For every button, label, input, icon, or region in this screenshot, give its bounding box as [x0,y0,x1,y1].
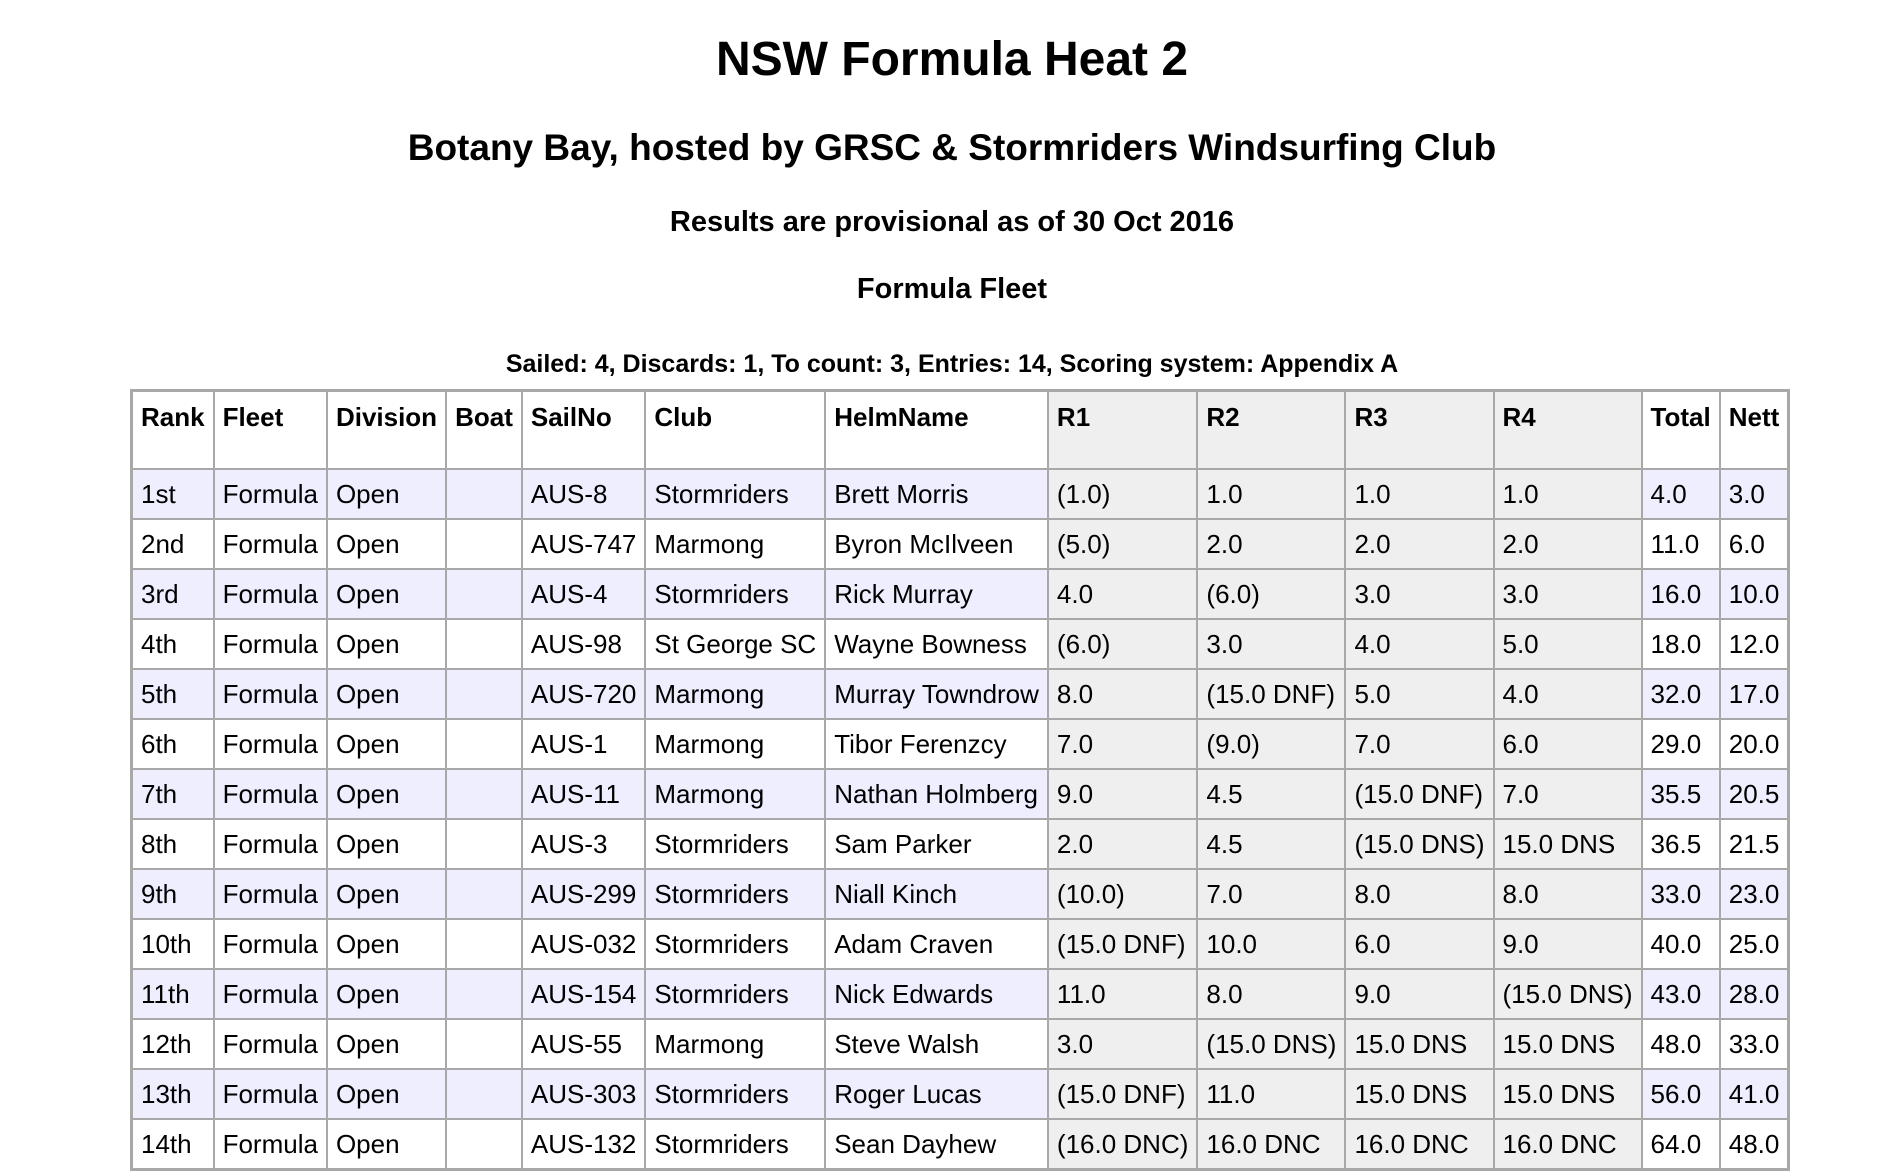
cell-fleet: Formula [214,569,327,619]
cell-r4: 15.0 DNS [1494,1069,1642,1119]
cell-helmname: Niall Kinch [825,869,1048,919]
cell-total: 35.5 [1642,769,1720,819]
cell-total: 56.0 [1642,1069,1720,1119]
cell-r1: (6.0) [1048,619,1197,669]
cell-r1: (15.0 DNF) [1048,1069,1197,1119]
provisional-notice: Results are provisional as of 30 Oct 2016 [669,206,1235,238]
event-subtitle: Botany Bay, hosted by GRSC & Stormriders Windsurfing Club [407,127,1497,168]
cell-helmname: Byron McIlveen [825,519,1048,569]
cell-sailno: AUS-55 [522,1019,646,1069]
cell-total: 29.0 [1642,719,1720,769]
cell-fleet: Formula [214,769,327,819]
cell-rank: 4th [132,619,214,669]
cell-helmname: Wayne Bowness [825,619,1048,669]
cell-helmname: Nick Edwards [825,969,1048,1019]
cell-division: Open [327,819,446,869]
cell-club: Marmong [645,1019,825,1069]
cell-rank: 1st [132,469,214,519]
cell-nett: 33.0 [1720,1019,1789,1069]
cell-r3: 3.0 [1345,569,1493,619]
cell-total: 33.0 [1642,869,1720,919]
cell-boat [446,1019,522,1069]
cell-total: 32.0 [1642,669,1720,719]
cell-club: Stormriders [645,469,825,519]
cell-sailno: AUS-032 [522,919,646,969]
cell-r1: 2.0 [1048,819,1197,869]
cell-fleet: Formula [214,869,327,919]
cell-nett: 48.0 [1720,1119,1789,1169]
cell-sailno: AUS-1 [522,719,646,769]
cell-division: Open [327,769,446,819]
cell-r1: (16.0 DNC) [1048,1119,1197,1169]
cell-sailno: AUS-3 [522,819,646,869]
cell-total: 43.0 [1642,969,1720,1019]
cell-r4: (15.0 DNS) [1494,969,1642,1019]
cell-boat [446,519,522,569]
cell-nett: 20.0 [1720,719,1789,769]
cell-r4: 15.0 DNS [1494,1019,1642,1069]
cell-rank: 6th [132,719,214,769]
cell-helmname: Steve Walsh [825,1019,1048,1069]
cell-fleet: Formula [214,969,327,1019]
cell-helmname: Roger Lucas [825,1069,1048,1119]
header-nett: Nett [1720,391,1789,469]
cell-sailno: AUS-299 [522,869,646,919]
cell-sailno: AUS-303 [522,1069,646,1119]
cell-sailno: AUS-98 [522,619,646,669]
cell-r2: (15.0 DNS) [1197,1019,1345,1069]
cell-boat [446,619,522,669]
cell-sailno: AUS-747 [522,519,646,569]
cell-club: St George SC [645,619,825,669]
table-row [132,969,1788,1019]
cell-fleet: Formula [214,919,327,969]
cell-rank: 10th [132,919,214,969]
cell-helmname: Brett Morris [825,469,1048,519]
cell-club: Stormriders [645,869,825,919]
cell-boat [446,969,522,1019]
cell-r1: 8.0 [1048,669,1197,719]
cell-r3: 5.0 [1345,669,1493,719]
table-row [132,769,1788,819]
cell-r1: 3.0 [1048,1019,1197,1069]
cell-boat [446,569,522,619]
cell-sailno: AUS-720 [522,669,646,719]
cell-r3: 9.0 [1345,969,1493,1019]
cell-club: Stormriders [645,1069,825,1119]
cell-total: 64.0 [1642,1119,1720,1169]
cell-nett: 23.0 [1720,869,1789,919]
cell-sailno: AUS-8 [522,469,646,519]
cell-helmname: Adam Craven [825,919,1048,969]
cell-helmname: Sean Dayhew [825,1119,1048,1169]
cell-helmname: Nathan Holmberg [825,769,1048,819]
cell-nett: 20.5 [1720,769,1789,819]
cell-rank: 14th [132,1119,214,1169]
table-row [132,919,1788,969]
cell-r3: 16.0 DNC [1345,1119,1493,1169]
cell-division: Open [327,1119,446,1169]
cell-division: Open [327,619,446,669]
cell-rank: 12th [132,1019,214,1069]
table-row [132,569,1788,619]
cell-r4: 6.0 [1494,719,1642,769]
header-r3: R3 [1345,391,1493,469]
header-boat: Boat [446,391,522,469]
cell-r2: 11.0 [1197,1069,1345,1119]
cell-helmname: Murray Towndrow [825,669,1048,719]
cell-nett: 21.5 [1720,819,1789,869]
cell-r1: (15.0 DNF) [1048,919,1197,969]
cell-fleet: Formula [214,719,327,769]
cell-rank: 8th [132,819,214,869]
table-row [132,519,1788,569]
table-row [132,1069,1788,1119]
cell-boat [446,769,522,819]
cell-boat [446,1119,522,1169]
cell-r4: 15.0 DNS [1494,819,1642,869]
cell-r1: (10.0) [1048,869,1197,919]
cell-division: Open [327,1019,446,1069]
cell-r2: 4.5 [1197,819,1345,869]
cell-r2: (6.0) [1197,569,1345,619]
cell-r2: 7.0 [1197,869,1345,919]
cell-club: Stormriders [645,569,825,619]
cell-r3: 15.0 DNS [1345,1069,1493,1119]
cell-boat [446,719,522,769]
header-r1: R1 [1048,391,1197,469]
table-row [132,869,1788,919]
cell-total: 16.0 [1642,569,1720,619]
cell-division: Open [327,969,446,1019]
cell-r4: 7.0 [1494,769,1642,819]
cell-boat [446,919,522,969]
cell-boat [446,1069,522,1119]
cell-nett: 28.0 [1720,969,1789,1019]
cell-rank: 5th [132,669,214,719]
page-title: NSW Formula Heat 2 [715,33,1189,86]
cell-r2: 3.0 [1197,619,1345,669]
cell-r2: 10.0 [1197,919,1345,969]
cell-nett: 41.0 [1720,1069,1789,1119]
cell-sailno: AUS-11 [522,769,646,819]
table-row [132,469,1788,519]
cell-total: 4.0 [1642,469,1720,519]
cell-division: Open [327,1069,446,1119]
table-row [132,1019,1788,1069]
cell-fleet: Formula [214,619,327,669]
cell-sailno: AUS-4 [522,569,646,619]
cell-fleet: Formula [214,469,327,519]
cell-fleet: Formula [214,1069,327,1119]
cell-r1: (5.0) [1048,519,1197,569]
cell-r2: (15.0 DNF) [1197,669,1345,719]
cell-boat [446,869,522,919]
cell-r4: 5.0 [1494,619,1642,669]
cell-r3: 7.0 [1345,719,1493,769]
cell-division: Open [327,869,446,919]
cell-rank: 2nd [132,519,214,569]
cell-division: Open [327,569,446,619]
cell-nett: 17.0 [1720,669,1789,719]
table-row [132,619,1788,669]
cell-r4: 8.0 [1494,869,1642,919]
cell-boat [446,819,522,869]
cell-r3: 4.0 [1345,619,1493,669]
cell-rank: 13th [132,1069,214,1119]
table-row [132,719,1788,769]
cell-fleet: Formula [214,669,327,719]
header-rank: Rank [132,391,214,469]
cell-r2: 16.0 DNC [1197,1119,1345,1169]
cell-nett: 12.0 [1720,619,1789,669]
cell-division: Open [327,919,446,969]
cell-boat [446,469,522,519]
cell-rank: 3rd [132,569,214,619]
cell-helmname: Tibor Ferenzcy [825,719,1048,769]
header-r2: R2 [1197,391,1345,469]
cell-boat [446,669,522,719]
cell-r4: 3.0 [1494,569,1642,619]
cell-r1: 11.0 [1048,969,1197,1019]
fleet-heading: Formula Fleet [856,273,1048,305]
cell-helmname: Sam Parker [825,819,1048,869]
table-row [132,819,1788,869]
header-club: Club [645,391,825,469]
cell-r4: 1.0 [1494,469,1642,519]
cell-nett: 10.0 [1720,569,1789,619]
table-row [132,1119,1788,1169]
cell-r4: 2.0 [1494,519,1642,569]
table-row [132,669,1788,719]
header-r4: R4 [1494,391,1642,469]
cell-club: Stormriders [645,919,825,969]
cell-r2: 2.0 [1197,519,1345,569]
header-fleet: Fleet [214,391,327,469]
results-table [130,389,1790,1171]
cell-sailno: AUS-154 [522,969,646,1019]
cell-club: Marmong [645,669,825,719]
cell-r3: 8.0 [1345,869,1493,919]
cell-division: Open [327,469,446,519]
cell-club: Stormriders [645,819,825,869]
cell-fleet: Formula [214,1019,327,1069]
cell-fleet: Formula [214,1119,327,1169]
cell-r2: 8.0 [1197,969,1345,1019]
cell-total: 11.0 [1642,519,1720,569]
cell-r1: 7.0 [1048,719,1197,769]
series-summary: Sailed: 4, Discards: 1, To count: 3, Entries: 14, Scoring system: Appendix A [505,350,1399,378]
cell-club: Marmong [645,519,825,569]
cell-sailno: AUS-132 [522,1119,646,1169]
header-helmname: HelmName [825,391,1048,469]
cell-r3: 2.0 [1345,519,1493,569]
cell-r1: (1.0) [1048,469,1197,519]
header-total: Total [1642,391,1720,469]
cell-division: Open [327,719,446,769]
header-sailno: SailNo [522,391,646,469]
cell-r1: 4.0 [1048,569,1197,619]
cell-club: Stormriders [645,969,825,1019]
cell-division: Open [327,519,446,569]
header-division: Division [327,391,446,469]
cell-r2: 1.0 [1197,469,1345,519]
cell-rank: 9th [132,869,214,919]
cell-r3: 1.0 [1345,469,1493,519]
cell-r3: 15.0 DNS [1345,1019,1493,1069]
cell-r3: (15.0 DNF) [1345,769,1493,819]
cell-total: 18.0 [1642,619,1720,669]
cell-rank: 7th [132,769,214,819]
cell-r1: 9.0 [1048,769,1197,819]
cell-total: 48.0 [1642,1019,1720,1069]
cell-r4: 9.0 [1494,919,1642,969]
cell-total: 36.5 [1642,819,1720,869]
results-body [132,469,1788,1169]
cell-rank: 11th [132,969,214,1019]
table-header-row [132,391,1788,469]
cell-club: Marmong [645,719,825,769]
cell-division: Open [327,669,446,719]
cell-r3: (15.0 DNS) [1345,819,1493,869]
cell-r4: 16.0 DNC [1494,1119,1642,1169]
cell-fleet: Formula [214,819,327,869]
cell-club: Stormriders [645,1119,825,1169]
cell-nett: 25.0 [1720,919,1789,969]
cell-nett: 6.0 [1720,519,1789,569]
cell-r2: 4.5 [1197,769,1345,819]
cell-r2: (9.0) [1197,719,1345,769]
cell-r4: 4.0 [1494,669,1642,719]
cell-fleet: Formula [214,519,327,569]
cell-nett: 3.0 [1720,469,1789,519]
cell-total: 40.0 [1642,919,1720,969]
cell-r3: 6.0 [1345,919,1493,969]
cell-club: Marmong [645,769,825,819]
cell-helmname: Rick Murray [825,569,1048,619]
